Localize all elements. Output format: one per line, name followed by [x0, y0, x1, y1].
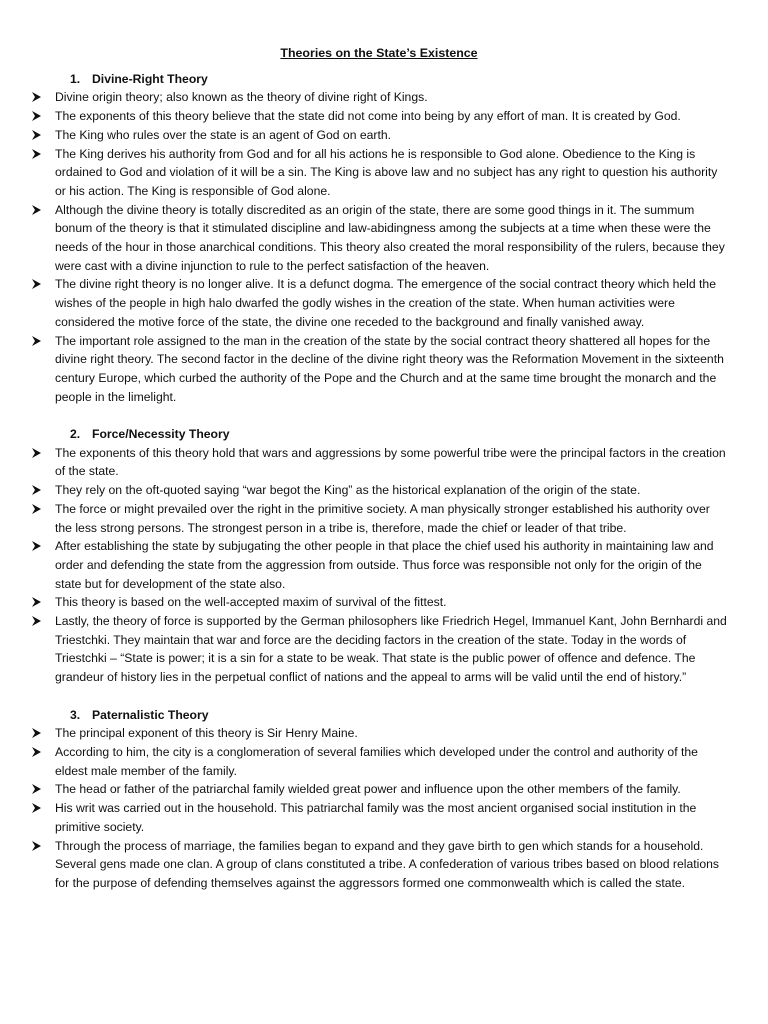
- arrow-bullet-icon: [30, 500, 44, 518]
- arrow-bullet-icon: [30, 537, 44, 555]
- arrow-bullet-icon: [30, 444, 44, 462]
- bullet-text: The head or father of the patriarchal family wielded great power and influence upon the other members of the family.: [55, 782, 681, 797]
- document-title: Theories on the State’s Existence: [280, 46, 478, 60]
- arrow-bullet-icon: [30, 593, 44, 611]
- section: [30, 706, 728, 893]
- arrow-bullet-icon: [30, 275, 44, 293]
- bullet-text: This theory is based on the well-accepted maxim of survival of the fittest.: [55, 595, 447, 610]
- arrow-bullet-icon: [30, 332, 44, 350]
- bullet-text: After establishing the state by subjugating the other people in that place the chief used his authority in maintaining law and order and defending the state from the aggression from outside. Thus force was responsible not only for the origin of the state but for development of the state also.: [55, 539, 714, 591]
- list-item: [30, 724, 728, 743]
- bullet-text: Lastly, the theory of force is supported by the German philosophers like Friedrich Hegel, Immanuel Kant, John Bernhardi and Triestchki. They maintain that war and force are the deciding factors in the creation of the state. Today in the words of Triestchki – “State is power; it is a sin for a state to be weak. That state is the public power of offence and defence. The grandeur of history lies in the perpetual conflict of nations and the appeal to arms will be valid until the end of history.”: [55, 614, 727, 685]
- arrow-bullet-icon: [30, 799, 44, 817]
- bullet-text: The exponents of this theory believe that the state did not come into being by any effort of man. It is created by God.: [55, 109, 681, 124]
- list-item: [30, 799, 728, 836]
- section-heading-text: Paternalistic Theory: [92, 707, 209, 722]
- arrow-bullet-icon: [30, 88, 44, 106]
- bullet-text: The exponents of this theory hold that wars and aggressions by some powerful tribe were the principal factors in the creation of the state.: [55, 445, 726, 479]
- sections-container: [30, 70, 728, 893]
- arrow-bullet-icon: [30, 743, 44, 761]
- list-item: [30, 481, 728, 500]
- list-item: [30, 88, 728, 107]
- bullet-text: Divine origin theory; also known as the theory of divine right of Kings.: [55, 90, 428, 105]
- section-heading: [70, 70, 728, 89]
- list-item: [30, 500, 728, 537]
- bullet-text: The principal exponent of this theory is Sir Henry Maine.: [55, 726, 358, 741]
- bullet-list: [30, 444, 728, 687]
- list-item: [30, 201, 728, 276]
- list-item: [30, 837, 728, 893]
- bullet-text: They rely on the oft-quoted saying “war begot the King” as the historical explanation of the origin of the state.: [55, 483, 641, 498]
- section-spacer: [30, 687, 728, 706]
- bullet-text: According to him, the city is a conglomeration of several families which developed under the control and authority of the eldest male member of the family.: [55, 744, 698, 778]
- arrow-bullet-icon: [30, 107, 44, 125]
- list-item: [30, 145, 728, 201]
- list-item: [30, 537, 728, 593]
- arrow-bullet-icon: [30, 126, 44, 144]
- bullet-text: The King derives his authority from God and for all his actions he is responsible to God alone. Obedience to the King is ordained to God and violation of it will be a sin. The King is above law and no subject has any right to question his authority or his action. The King is responsible of God alone.: [55, 146, 718, 198]
- section-number: 2.: [70, 427, 81, 442]
- arrow-bullet-icon: [30, 724, 44, 742]
- list-item: [30, 332, 728, 407]
- list-item: [30, 593, 728, 612]
- bullet-list: [30, 88, 728, 406]
- bullet-text: His writ was carried out in the household. This patriarchal family was the most ancient organised social institution in the primitive society.: [55, 801, 697, 834]
- arrow-bullet-icon: [30, 145, 44, 163]
- arrow-bullet-icon: [30, 612, 44, 630]
- section-spacer: [30, 406, 728, 425]
- section-heading: [70, 706, 728, 725]
- bullet-text: The force or might prevailed over the right in the primitive society. A man physically stronger established his authority over the less strong persons. The strongest person in a tribe is, therefore, made the chief or leader of that tribe.: [55, 501, 710, 535]
- bullet-text: The divine right theory is no longer alive. It is a defunct dogma. The emergence of the social contract theory which held the wishes of the people in high halo dwarfed the godly wishes in the creation of the state. When human activities were considered the motive force of the state, the divine one receded to the background and finally vanished away.: [55, 277, 716, 329]
- list-item: [30, 612, 728, 687]
- section-heading-text: Divine-Right Theory: [92, 71, 208, 86]
- bullet-text: The King who rules over the state is an agent of God on earth.: [55, 127, 392, 142]
- arrow-bullet-icon: [30, 780, 44, 798]
- list-item: [30, 107, 728, 126]
- arrow-bullet-icon: [30, 201, 44, 219]
- list-item: [30, 126, 728, 145]
- section-number: 1.: [70, 71, 81, 86]
- list-item: [30, 780, 728, 799]
- bullet-list: [30, 724, 728, 892]
- list-item: [30, 275, 728, 331]
- list-item: [30, 444, 728, 481]
- section-heading: [70, 425, 728, 444]
- bullet-text: Although the divine theory is totally discredited as an origin of the state, there are some good things in it. The summum bonum of the theory is that it stimulated discipline and law-abidingness among the subjects at a time when these were the needs of the hour in those anarchical conditions. This theory also created the moral responsibility of the rulers, because they were cast with a divine injunction to rule to the perfect satisfaction of the heaven.: [55, 202, 725, 273]
- section-heading-text: Force/Necessity Theory: [92, 427, 230, 442]
- section-number: 3.: [70, 707, 81, 722]
- arrow-bullet-icon: [30, 837, 44, 855]
- arrow-bullet-icon: [30, 481, 44, 499]
- section: [30, 425, 728, 687]
- section: [30, 70, 728, 407]
- bullet-text: The important role assigned to the man in the creation of the state by the social contract theory shattered all hopes for the divine right theory. The second factor in the decline of the divine right theory was the Reformation Movement in the sixteenth century Europe, which curbed the authority of the Pope and the Church and at the same time brought the monarch and the people in the limelight.: [55, 333, 724, 404]
- bullet-text: Through the process of marriage, the families began to expand and they gave birth to gen which stands for a household. Several gens made one clan. A group of clans constituted a tribe. A confederation of various tribes based on blood relations for the purpose of defending themselves against the aggressors formed one commonwealth which is called the state.: [55, 838, 719, 890]
- list-item: [30, 743, 728, 780]
